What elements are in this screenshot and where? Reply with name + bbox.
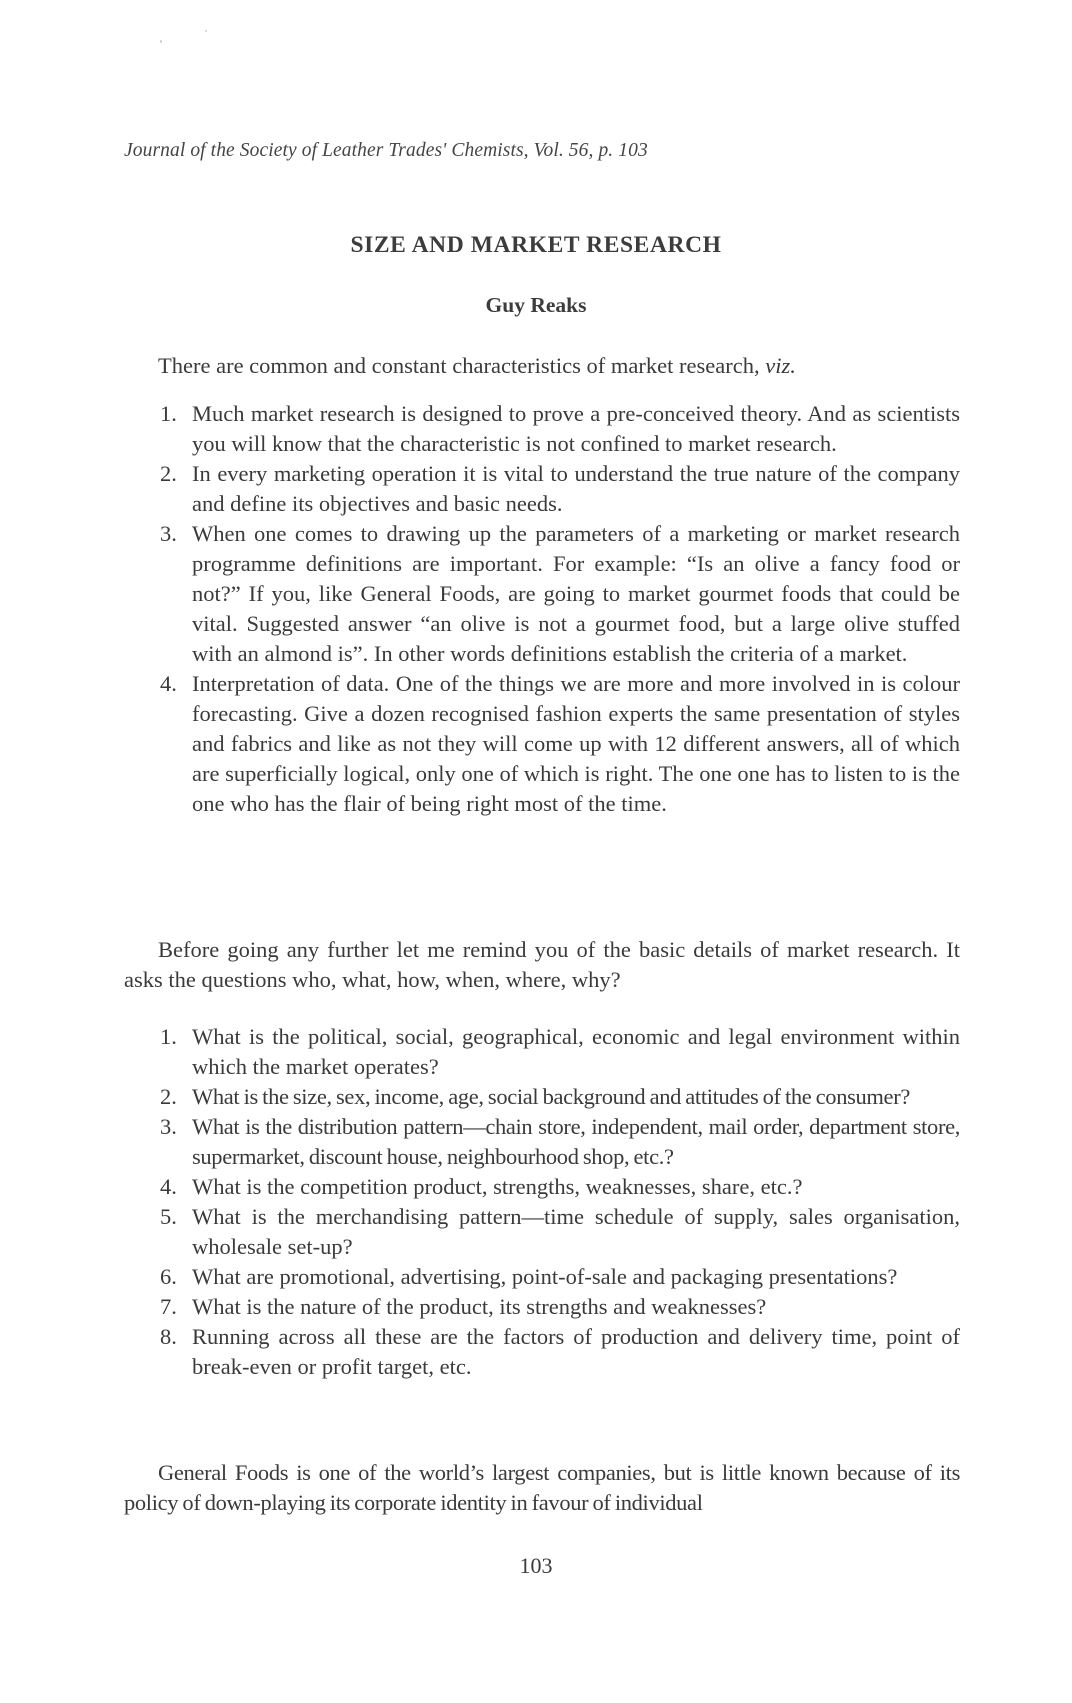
list-item-number: 8. — [160, 1324, 177, 1349]
intro-emphasis: viz. — [765, 353, 796, 378]
list-item-text: What is the size, sex, income, age, social background and attitudes of the consumer? — [192, 1084, 910, 1109]
article-title: SIZE AND MARKET RESEARCH — [350, 232, 722, 258]
list-item — [160, 1022, 960, 1082]
list-item-number: 7. — [160, 1294, 177, 1319]
list-item-number: 2. — [160, 461, 177, 486]
list-item — [160, 519, 960, 669]
list-item-text: Interpretation of data. One of the things we are more and more involved in is colour forecasting. Give a dozen recognised fashion experts the same presentation of styles and fabrics and like as not they will come up with 12 different answers, all of which are superficially logical, only one of which is right. The one one has to listen to is the one who has the flair of being right most of the time. — [192, 671, 960, 816]
list-item-number: 2. — [160, 1084, 177, 1109]
page-number: 103 — [519, 1553, 553, 1578]
before-paragraph: Before going any further let me remind you of the basic details of market research. It asks the questions who, what, how, when, where, why? — [124, 937, 960, 992]
scan-speck — [205, 30, 207, 32]
list-item — [160, 1322, 960, 1382]
list-item-number: 3. — [160, 521, 177, 546]
list-item-number: 6. — [160, 1264, 177, 1289]
list-item — [160, 1262, 960, 1292]
list-item — [160, 1082, 960, 1112]
list-item-number: 1. — [160, 401, 177, 426]
list-item-text: Much market research is designed to prove a pre-conceived theory. And as scientists you will know that the characteristic is not confined to market research. — [192, 401, 960, 456]
list-item-number: 4. — [160, 1174, 177, 1199]
list-item-text: What is the merchandising pattern—time schedule of supply, sales organisation, wholesale set-up? — [192, 1204, 960, 1259]
characteristics-list — [160, 399, 960, 819]
list-item-text: What is the competition product, strengths, weaknesses, share, etc.? — [192, 1174, 803, 1199]
list-item-text: In every marketing operation it is vital to understand the true nature of the company and define its objectives and basic needs. — [192, 461, 960, 516]
list-item-number: 4. — [160, 671, 177, 696]
intro-paragraph — [124, 351, 960, 381]
closing-paragraph: General Foods is one of the world’s largest companies, but is little known because of its policy of down-playing its corporate identity in favour of individual — [124, 1460, 960, 1515]
list-item — [160, 1172, 960, 1202]
list-item-number: 3. — [160, 1114, 177, 1139]
list-item-text: What is the nature of the product, its strengths and weaknesses? — [192, 1294, 767, 1319]
list-item-text: What are promotional, advertising, point-of-sale and packaging presentations? — [192, 1264, 898, 1289]
list-item — [160, 1292, 960, 1322]
author-name: Guy Reaks — [485, 293, 587, 317]
list-item-text: What is the political, social, geographical, economic and legal environment within which the market operates? — [192, 1024, 960, 1079]
list-item-text: What is the distribution pattern—chain store, independent, mail order, department store, supermarket, discount house, neighbourhood shop, etc.? — [192, 1114, 960, 1169]
list-item-number: 1. — [160, 1024, 177, 1049]
list-item — [160, 399, 960, 459]
running-head: Journal of the Society of Leather Trades' Chemists, Vol. 56, p. 103 — [124, 140, 648, 161]
list-item-text: Running across all these are the factors of production and delivery time, point of break-even or profit target, etc. — [192, 1324, 960, 1379]
list-item — [160, 459, 960, 519]
questions-list — [160, 1022, 960, 1382]
list-item — [160, 669, 960, 819]
list-item — [160, 1202, 960, 1262]
list-item-number: 5. — [160, 1204, 177, 1229]
scan-speck — [160, 40, 162, 43]
list-item-text: When one comes to drawing up the parameters of a marketing or market research programme definitions are important. For example: “Is an olive a fancy food or not?” If you, like General Foods, are going to market gourmet foods that could be vital. Suggested answer “an olive is not a gourmet food, but a large olive stuffed with an almond is”. In other words definitions establish the criteria of a market. — [192, 521, 960, 666]
intro-text: There are common and constant characteristics of market research, — [158, 353, 766, 378]
list-item — [160, 1112, 960, 1172]
